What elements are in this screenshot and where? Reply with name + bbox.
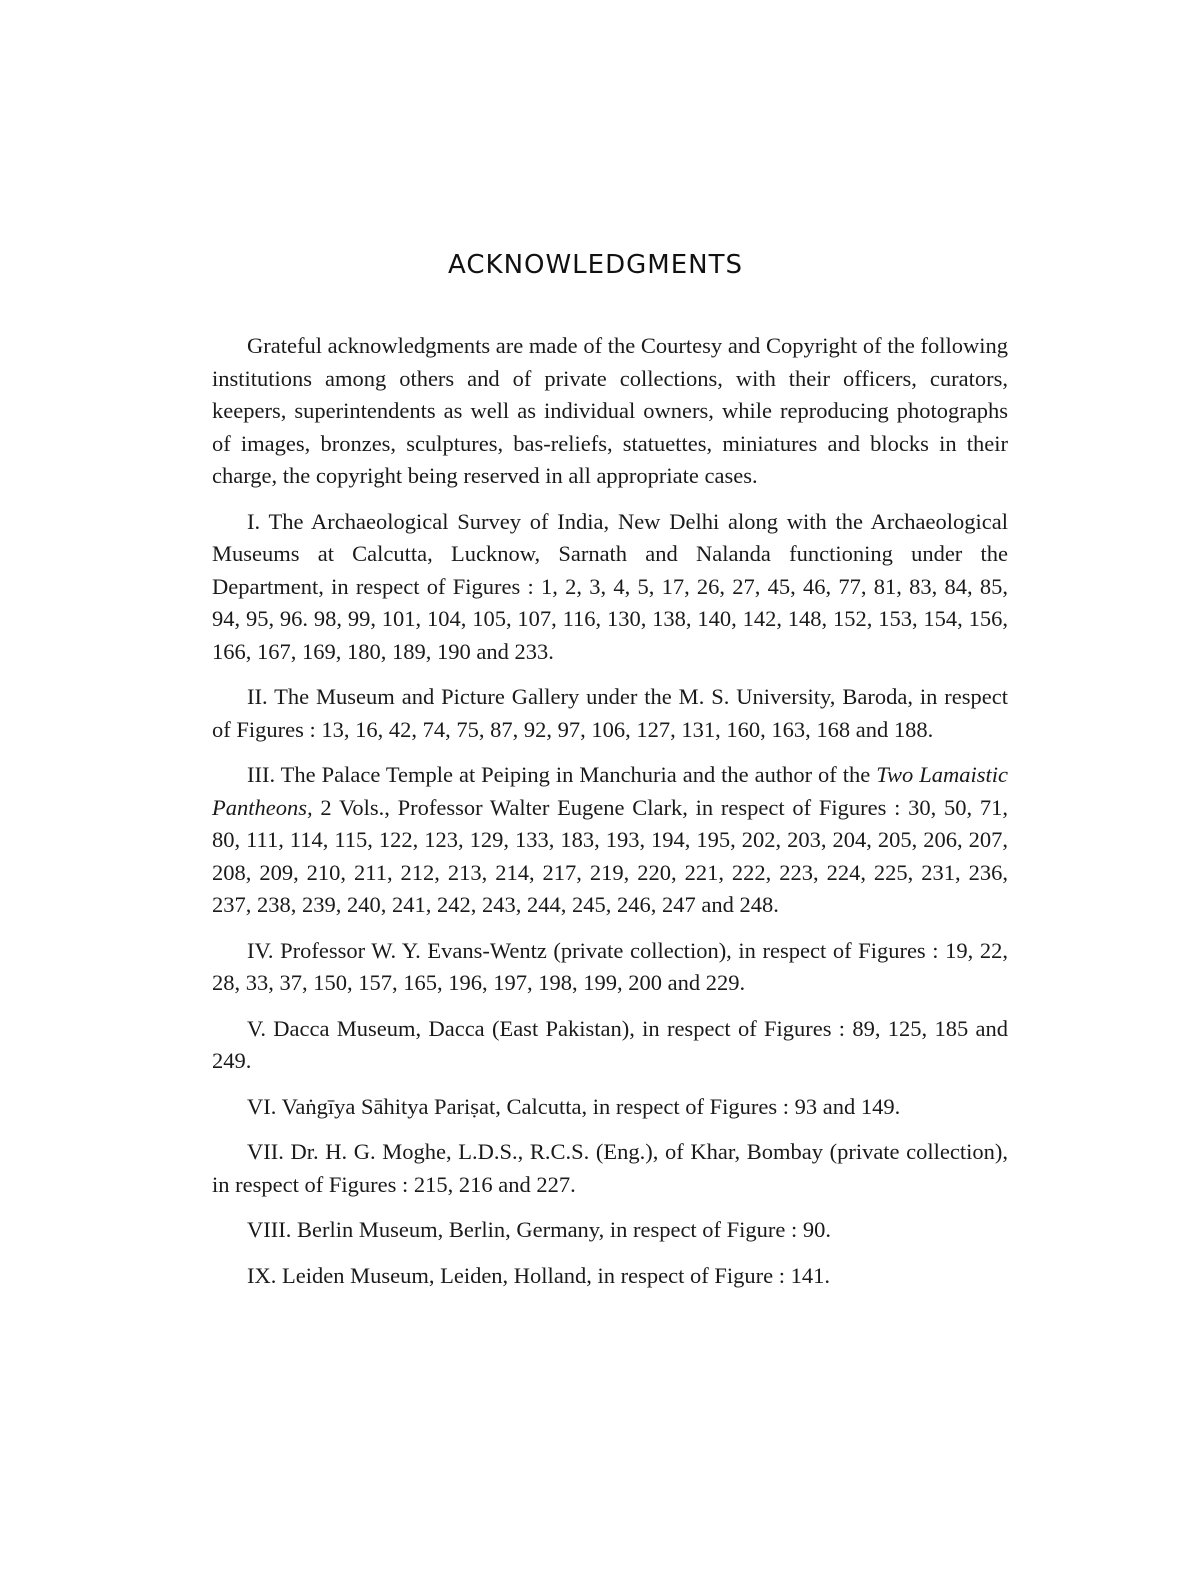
entry-number: IX. (247, 1262, 277, 1288)
entry-3 (212, 759, 1008, 922)
page-title: ACKNOWLEDGMENTS (448, 250, 743, 280)
entry-number: VIII. (247, 1217, 292, 1242)
entry-text-after: 2 Vols., Professor Walter Eugene Clark, in respect of Figures : 30, 50, 71, 80, 111, 114, 115, 122, 123, 129, 133, 183, 193, 194, 195, 202, 203, 204, 205, 206, 207, 208, 209, 210, 211, 212, 213, 214, 217, 219, 220, 221, 222, 223, 224, 225, 231, 236, 237, 238, 239, 240, 241, 242, 243, 244, 245, 246, 247 and 248. (212, 794, 1008, 917)
book-title: Two Lamaistic Pantheons, (212, 762, 1009, 820)
entry-9 (212, 1260, 1008, 1293)
entry-6 (212, 1091, 1008, 1124)
entry-text: Professor W. Y. Evans-Wentz (private collection), in respect of Figures : 19, 22, 28, 33, 37, 150, 157, 165, 196, 197, 198, 199, 200 and 229. (212, 937, 1009, 995)
entry-text: Dr. H. G. Moghe, L.D.S., R.C.S. (Eng.), of Khar, Bombay (private collection), in respect of Figures : 215, 216 and 227. (212, 1139, 1009, 1197)
entry-1 (212, 506, 1008, 669)
entry-text-before: The Palace Temple at Peiping in Manchuria and the author of the (280, 762, 877, 787)
entry-number: II. (247, 684, 268, 709)
entry-number: VII. (247, 1139, 284, 1164)
entry-7 (212, 1136, 1008, 1201)
entry-2 (212, 681, 1008, 746)
entry-text: Berlin Museum, Berlin, Germany, in respect of Figure : 90. (296, 1217, 832, 1242)
entry-number: VI. (247, 1093, 277, 1119)
entry-number: V. (247, 1015, 266, 1041)
entry-4 (212, 935, 1008, 1000)
entry-number: I. (247, 508, 261, 534)
entry-5 (212, 1013, 1008, 1078)
entry-text: The Archaeological Survey of India, New Delhi along with the Archaeological Museums at Calcutta, Lucknow, Sarnath and Nalanda functioning under the Department, in respect of Figures : 1, 2, 3, 4, 5, 17, 26, 27, 45, 46, 77, 81, 83, 84, 85, 94, 95, 96. 98, 99, 101, 104, 105, 107, 116, 130, 138, 140, 142, 148, 152, 153, 154, 156, 166, 167, 169, 180, 189, 190 and 233. (212, 508, 1008, 664)
entry-text: Vaṅgīya Sāhitya Pariṣat, Calcutta, in respect of Figures : 93 and 149. (281, 1093, 901, 1119)
entry-number: III. (247, 762, 276, 787)
acknowledgments-body (212, 330, 1008, 1305)
entry-8 (212, 1214, 1008, 1247)
entry-text: The Museum and Picture Gallery under the M. S. University, Baroda, in respect of Figures : 13, 16, 42, 74, 75, 87, 92, 97, 106, 127, 131, 160, 163, 168 and 188. (212, 684, 1008, 742)
entry-number: IV. (247, 937, 274, 963)
intro-paragraph: Grateful acknowledgments are made of the Courtesy and Copyright of the following institutions among others and of private collections, with their officers, curators, keepers, superintendents as well as individual owners, while reproducing photographs of images, bronzes, sculptures, bas-reliefs, statuettes, miniatures and blocks in their charge, the copyright being reserved in all appropriate cases. (212, 333, 1008, 488)
entry-text: Dacca Museum, Dacca (East Pakistan), in respect of Figures : 89, 125, 185 and 249. (212, 1015, 1008, 1073)
entry-text: Leiden Museum, Leiden, Holland, in respect of Figure : 141. (282, 1262, 830, 1288)
